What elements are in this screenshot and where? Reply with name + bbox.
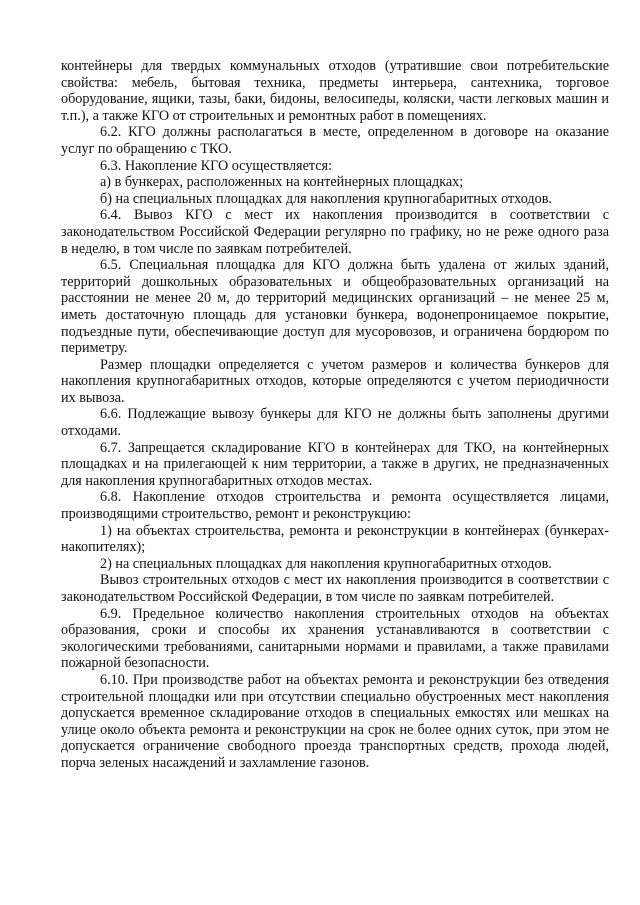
paragraph-6-8: 6.8. Накопление отходов строительства и ремонта осуществляется лицами, производящими строительство, ремонт и реконструкцию: — [61, 489, 609, 523]
paragraph-continuation: контейнеры для твердых коммунальных отходов (утратившие свои потребительские свойства: мебель, бытовая техника, предметы интерьера, сантехника, торговое оборудование, ящики, тазы, баки, бидоны, велосипеды, коляски, части легковых машин и т.п.), а также КГО от строительных и ремонтных работ в помещениях. — [61, 58, 609, 124]
paragraph-site-size: Размер площадки определяется с учетом размеров и количества бункеров для накопления крупногабаритных отходов, которые определяются с учетом периодичности их вывоза. — [61, 356, 609, 406]
list-item-6-8-1: 1) на объектах строительства, ремонта и реконструкции в контейнерах (бункерах-накопителях); — [61, 522, 609, 556]
list-item-6-3-a: а) в бункерах, расположенных на контейнерных площадках; — [100, 174, 464, 191]
paragraph-6-3: 6.3. Накопление КГО осуществляется: — [100, 157, 333, 174]
paragraph-6-5: 6.5. Специальная площадка для КГО должна быть удалена от жилых зданий, территорий дошкольных образовательных и общеобразовательных организаций на расстоянии не менее 20 м, до территорий медицинских организаций – не менее 25 м, иметь достаточную площадь для установки бункера, водонепроницаемое покрытие, подъездные пути, обеспечивающие доступ для мусоровозов, и ограничена бордюром по периметру. — [61, 257, 609, 357]
list-item-6-8-2: 2) на специальных площадках для накопления крупногабаритных отходов. — [100, 555, 552, 572]
paragraph-6-6: 6.6. Подлежащие вывозу бункеры для КГО не должны быть заполнены другими отходами. — [61, 406, 609, 440]
paragraph-6-2: 6.2. КГО должны располагаться в месте, определенном в договоре на оказание услуг по обращению с ТКО. — [61, 124, 609, 157]
list-item-6-3-b: б) на специальных площадках для накопления крупногабаритных отходов. — [100, 190, 552, 207]
paragraph-6-4: 6.4. Вывоз КГО с мест их накопления производится в соответствии с законодательством Российской Федерации регулярно по графику, но не реже одного раза в неделю, в том числе по заявкам потребителей. — [61, 207, 609, 257]
document-page — [61, 58, 609, 772]
paragraph-6-7: 6.7. Запрещается складирование КГО в контейнерах для ТКО, на контейнерных площадках и на прилегающей к ним территории, а также в других, не предназначенных для накопления крупногабаритных отходов местах. — [61, 439, 609, 489]
paragraph-6-10: 6.10. При производстве работ на объектах ремонта и реконструкции без отведения строительной площадки или при отсутствии специально обустроенных мест накопления допускается временное складирование отходов в специальных емкостях или мешках на улице около объекта ремонта и реконструкции на срок не более одних суток, при этом не допускается ограничение свободного проезда транспортных средств, прохода людей, порча зеленых насаждений и захламление газонов. — [61, 671, 609, 771]
paragraph-construction-waste-removal: Вывоз строительных отходов с мест их накопления производится в соответствии с законодательством Российской Федерации, в том числе по заявкам потребителей. — [61, 572, 609, 605]
paragraph-6-9: 6.9. Предельное количество накопления строительных отходов на объектах образования, сроки и способы их хранения устанавливаются в соответствии с экологическими требованиями, санитарными нормами и правилами, а также правилами пожарной безопасности. — [61, 605, 609, 672]
